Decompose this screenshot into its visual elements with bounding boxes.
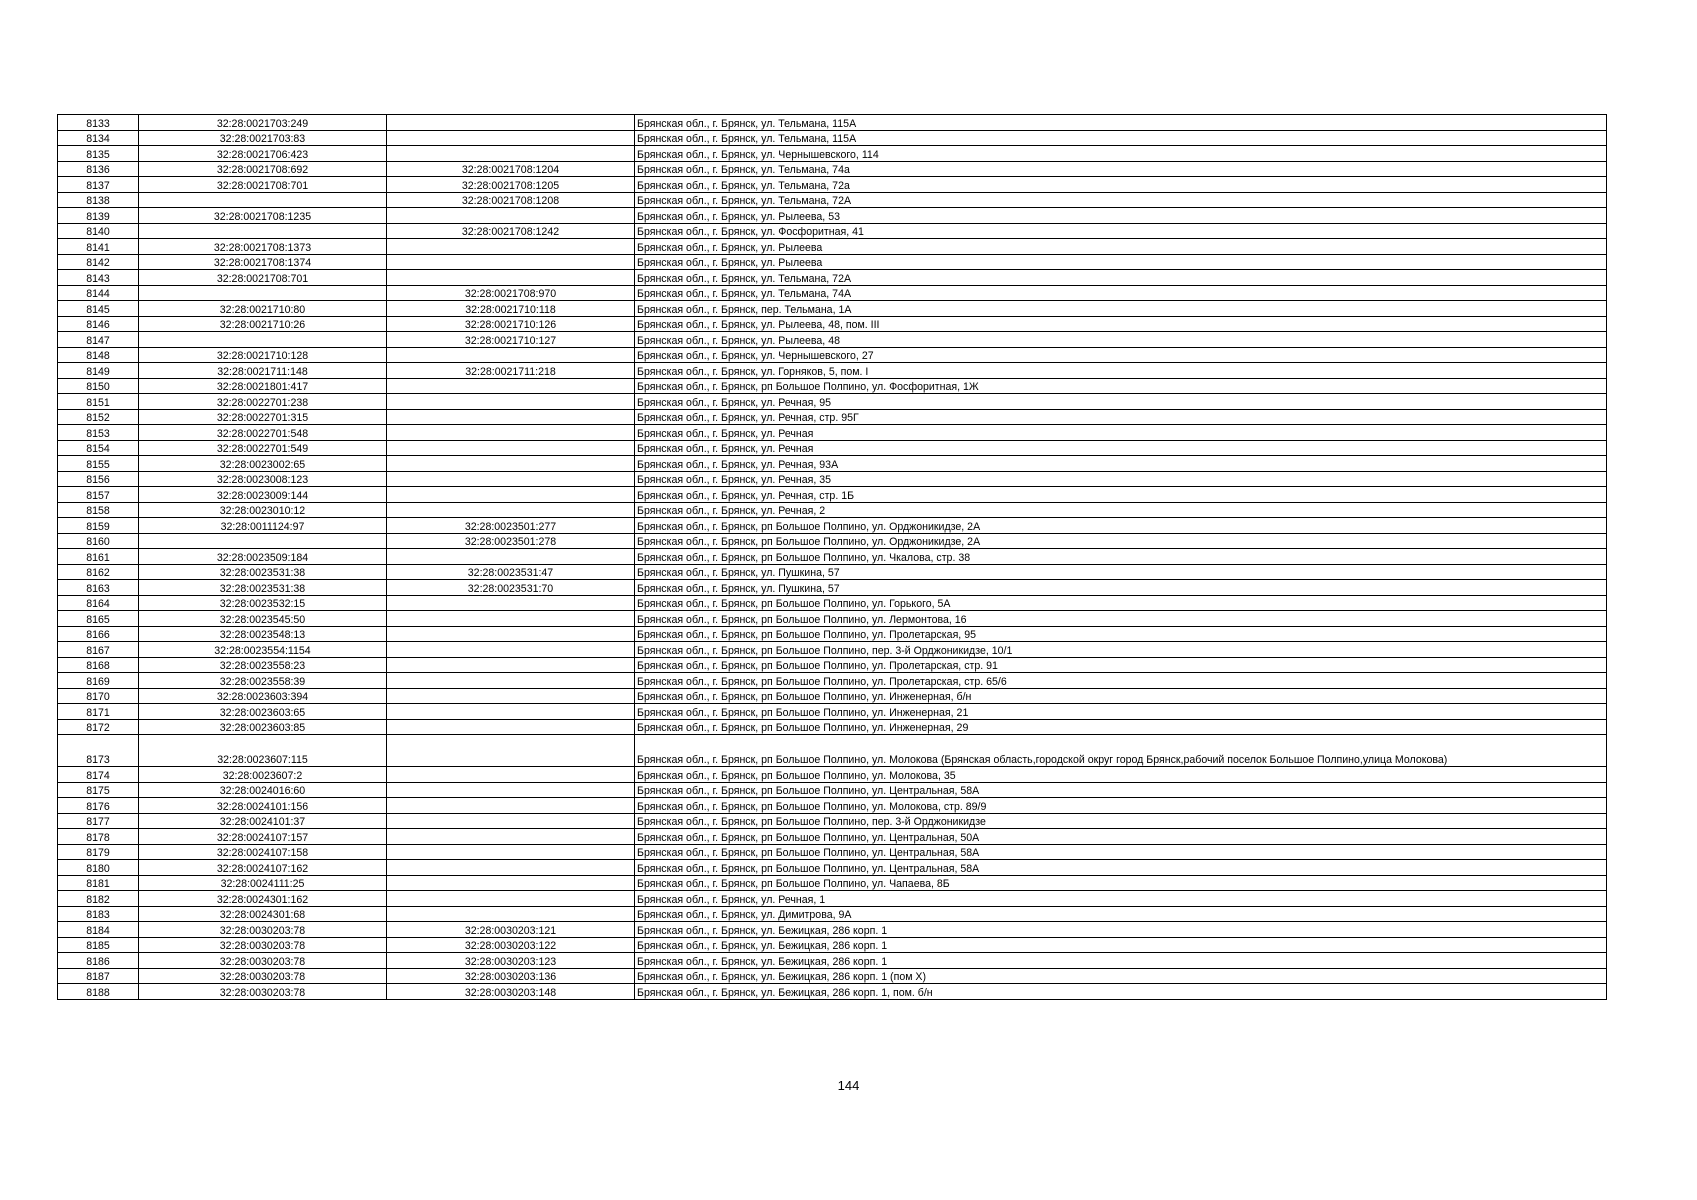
cadastral-number-cell: 32:28:0023603:394 xyxy=(139,688,387,704)
table-row xyxy=(58,270,1607,286)
related-cadastral-number-cell xyxy=(387,208,635,224)
cadastral-number-cell xyxy=(139,192,387,208)
cadastral-number-cell: 32:28:0023010:12 xyxy=(139,502,387,518)
related-cadastral-number-cell: 32:28:0021710:126 xyxy=(387,316,635,332)
cadastral-number-cell: 32:28:0022701:548 xyxy=(139,425,387,441)
related-cadastral-number-cell xyxy=(387,611,635,627)
table-row xyxy=(58,347,1607,363)
cadastral-number-cell: 32:28:0024107:162 xyxy=(139,860,387,876)
address-cell: Брянская обл., г. Брянск, ул. Рылеева, 48, пом. III xyxy=(635,316,1607,332)
row-number-cell: 8167 xyxy=(58,642,139,658)
address-cell: Брянская обл., г. Брянск, ул. Речная, стр. 95Г xyxy=(635,409,1607,425)
related-cadastral-number-cell xyxy=(387,906,635,922)
row-number-cell: 8144 xyxy=(58,285,139,301)
row-number-cell: 8168 xyxy=(58,657,139,673)
cadastral-number-cell: 32:28:0024101:37 xyxy=(139,813,387,829)
cadastral-number-cell: 32:28:0030203:78 xyxy=(139,922,387,938)
cadastral-number-cell: 32:28:0021708:701 xyxy=(139,177,387,193)
row-number-cell: 8166 xyxy=(58,626,139,642)
address-cell: Брянская обл., г. Брянск, ул. Речная, 35 xyxy=(635,471,1607,487)
related-cadastral-number-cell xyxy=(387,146,635,162)
address-cell: Брянская обл., г. Брянск, рп Большое Полпино, ул. Инженерная, 29 xyxy=(635,719,1607,735)
table-row xyxy=(58,611,1607,627)
related-cadastral-number-cell xyxy=(387,487,635,503)
table-row xyxy=(58,922,1607,938)
row-number-cell: 8155 xyxy=(58,456,139,472)
cadastral-number-cell: 32:28:0022701:315 xyxy=(139,409,387,425)
row-number-cell: 8172 xyxy=(58,719,139,735)
address-cell: Брянская обл., г. Брянск, рп Большое Полпино, ул. Орджоникидзе, 2А xyxy=(635,518,1607,534)
related-cadastral-number-cell: 32:28:0030203:148 xyxy=(387,984,635,1000)
related-cadastral-number-cell: 32:28:0021708:1204 xyxy=(387,161,635,177)
cadastral-number-cell: 32:28:0023002:65 xyxy=(139,456,387,472)
related-cadastral-number-cell: 32:28:0021708:1242 xyxy=(387,223,635,239)
related-cadastral-number-cell xyxy=(387,130,635,146)
cadastral-number-cell: 32:28:0021708:1374 xyxy=(139,254,387,270)
cadastral-number-cell: 32:28:0023607:2 xyxy=(139,767,387,783)
row-number-cell: 8183 xyxy=(58,906,139,922)
address-cell: Брянская обл., г. Брянск, ул. Пушкина, 57 xyxy=(635,580,1607,596)
cadastral-number-cell: 32:28:0030203:78 xyxy=(139,984,387,1000)
table-row xyxy=(58,192,1607,208)
related-cadastral-number-cell xyxy=(387,642,635,658)
address-cell: Брянская обл., г. Брянск, ул. Речная, 1 xyxy=(635,891,1607,907)
row-number-cell: 8156 xyxy=(58,471,139,487)
table-row xyxy=(58,332,1607,348)
cadastral-number-cell: 32:28:0023603:85 xyxy=(139,719,387,735)
address-cell: Брянская обл., г. Брянск, рп Большое Полпино, ул. Центральная, 50А xyxy=(635,829,1607,845)
table-row xyxy=(58,984,1607,1000)
cadastral-number-cell: 32:28:0023531:38 xyxy=(139,564,387,580)
cadastral-number-cell xyxy=(139,285,387,301)
address-cell: Брянская обл., г. Брянск, рп Большое Полпино, ул. Центральная, 58А xyxy=(635,844,1607,860)
cadastral-number-cell: 32:28:0021710:26 xyxy=(139,316,387,332)
table-row xyxy=(58,316,1607,332)
address-cell: Брянская обл., г. Брянск, рп Большое Полпино, пер. 3-й Орджоникидзе xyxy=(635,813,1607,829)
related-cadastral-number-cell xyxy=(387,657,635,673)
cadastral-number-cell: 32:28:0023548:13 xyxy=(139,626,387,642)
row-number-cell: 8162 xyxy=(58,564,139,580)
related-cadastral-number-cell xyxy=(387,798,635,814)
table-row xyxy=(58,223,1607,239)
row-number-cell: 8149 xyxy=(58,363,139,379)
table-row xyxy=(58,798,1607,814)
table-row xyxy=(58,688,1607,704)
related-cadastral-number-cell xyxy=(387,844,635,860)
cadastral-number-cell: 32:28:0024111:25 xyxy=(139,875,387,891)
row-number-cell: 8164 xyxy=(58,595,139,611)
address-cell: Брянская обл., г. Брянск, ул. Тельмана, 72а xyxy=(635,177,1607,193)
related-cadastral-number-cell xyxy=(387,456,635,472)
cadastral-number-cell: 32:28:0021710:128 xyxy=(139,347,387,363)
row-number-cell: 8188 xyxy=(58,984,139,1000)
related-cadastral-number-cell: 32:28:0021710:118 xyxy=(387,301,635,317)
table-row xyxy=(58,875,1607,891)
cadastral-number-cell: 32:28:0023558:39 xyxy=(139,673,387,689)
row-number-cell: 8157 xyxy=(58,487,139,503)
related-cadastral-number-cell xyxy=(387,891,635,907)
address-cell: Брянская обл., г. Брянск, ул. Рылеева, 48 xyxy=(635,332,1607,348)
address-cell: Брянская обл., г. Брянск, ул. Бежицкая, 286 корп. 1 (пом X) xyxy=(635,968,1607,984)
address-cell: Брянская обл., г. Брянск, ул. Речная, 95 xyxy=(635,394,1607,410)
related-cadastral-number-cell xyxy=(387,347,635,363)
row-number-cell: 8165 xyxy=(58,611,139,627)
cadastral-number-cell: 32:28:0024301:162 xyxy=(139,891,387,907)
cadastral-number-cell: 32:28:0030203:78 xyxy=(139,968,387,984)
address-cell: Брянская обл., г. Брянск, рп Большое Полпино, ул. Центральная, 58А xyxy=(635,860,1607,876)
table-row xyxy=(58,301,1607,317)
address-cell: Брянская обл., г. Брянск, пер. Тельмана, 1А xyxy=(635,301,1607,317)
row-number-cell: 8178 xyxy=(58,829,139,845)
table-row xyxy=(58,471,1607,487)
row-number-cell: 8181 xyxy=(58,875,139,891)
row-number-cell: 8134 xyxy=(58,130,139,146)
row-number-cell: 8163 xyxy=(58,580,139,596)
table-row xyxy=(58,937,1607,953)
related-cadastral-number-cell xyxy=(387,688,635,704)
cadastral-number-cell: 32:28:0022701:238 xyxy=(139,394,387,410)
address-cell: Брянская обл., г. Брянск, ул. Речная xyxy=(635,440,1607,456)
cadastral-number-cell: 32:28:0021708:692 xyxy=(139,161,387,177)
related-cadastral-number-cell: 32:28:0030203:121 xyxy=(387,922,635,938)
cadastral-number-cell: 32:28:0023009:144 xyxy=(139,487,387,503)
related-cadastral-number-cell: 32:28:0023501:278 xyxy=(387,533,635,549)
cadastral-number-cell xyxy=(139,223,387,239)
related-cadastral-number-cell xyxy=(387,440,635,456)
row-number-cell: 8173 xyxy=(58,735,139,767)
related-cadastral-number-cell xyxy=(387,595,635,611)
related-cadastral-number-cell xyxy=(387,471,635,487)
address-cell: Брянская обл., г. Брянск, ул. Тельмана, 72А xyxy=(635,270,1607,286)
related-cadastral-number-cell: 32:28:0030203:122 xyxy=(387,937,635,953)
row-number-cell: 8171 xyxy=(58,704,139,720)
address-cell: Брянская обл., г. Брянск, ул. Чернышевского, 27 xyxy=(635,347,1607,363)
address-cell: Брянская обл., г. Брянск, рп Большое Полпино, ул. Пролетарская, 95 xyxy=(635,626,1607,642)
address-cell: Брянская обл., г. Брянск, рп Большое Полпино, ул. Чапаева, 8Б xyxy=(635,875,1607,891)
table-row xyxy=(58,891,1607,907)
table-row xyxy=(58,595,1607,611)
address-cell: Брянская обл., г. Брянск, рп Большое Полпино, пер. 3-й Орджоникидзе, 10/1 xyxy=(635,642,1607,658)
row-number-cell: 8137 xyxy=(58,177,139,193)
related-cadastral-number-cell xyxy=(387,394,635,410)
row-number-cell: 8153 xyxy=(58,425,139,441)
address-cell: Брянская обл., г. Брянск, ул. Речная, 2 xyxy=(635,502,1607,518)
row-number-cell: 8161 xyxy=(58,549,139,565)
cadastral-number-cell: 32:28:0024016:60 xyxy=(139,782,387,798)
cadastral-number-cell: 32:28:0023603:65 xyxy=(139,704,387,720)
address-cell: Брянская обл., г. Брянск, ул. Бежицкая, 286 корп. 1, пом. б/н xyxy=(635,984,1607,1000)
cadastral-number-cell: 32:28:0021710:80 xyxy=(139,301,387,317)
address-cell: Брянская обл., г. Брянск, рп Большое Полпино, ул. Молокова, 35 xyxy=(635,767,1607,783)
row-number-cell: 8187 xyxy=(58,968,139,984)
address-cell: Брянская обл., г. Брянск, рп Большое Полпино, ул. Лермонтова, 16 xyxy=(635,611,1607,627)
table-row xyxy=(58,394,1607,410)
table-row xyxy=(58,409,1607,425)
table-row xyxy=(58,518,1607,534)
table-row xyxy=(58,502,1607,518)
row-number-cell: 8159 xyxy=(58,518,139,534)
row-number-cell: 8151 xyxy=(58,394,139,410)
registry-table-container xyxy=(57,114,1606,1000)
row-number-cell: 8176 xyxy=(58,798,139,814)
row-number-cell: 8182 xyxy=(58,891,139,907)
table-row xyxy=(58,363,1607,379)
table-row xyxy=(58,254,1607,270)
row-number-cell: 8133 xyxy=(58,115,139,131)
registry-table-body xyxy=(58,115,1607,1000)
cadastral-number-cell: 32:28:0023531:38 xyxy=(139,580,387,596)
table-row xyxy=(58,533,1607,549)
row-number-cell: 8154 xyxy=(58,440,139,456)
table-row xyxy=(58,130,1607,146)
cadastral-number-cell: 32:28:0023008:123 xyxy=(139,471,387,487)
table-row xyxy=(58,208,1607,224)
row-number-cell: 8146 xyxy=(58,316,139,332)
table-row xyxy=(58,285,1607,301)
address-cell: Брянская обл., г. Брянск, ул. Тельмана, 72А xyxy=(635,192,1607,208)
row-number-cell: 8179 xyxy=(58,844,139,860)
row-number-cell: 8141 xyxy=(58,239,139,255)
cadastral-number-cell: 32:28:0021708:1373 xyxy=(139,239,387,255)
row-number-cell: 8177 xyxy=(58,813,139,829)
table-row xyxy=(58,735,1607,767)
table-row xyxy=(58,719,1607,735)
table-row xyxy=(58,953,1607,969)
table-row xyxy=(58,704,1607,720)
address-cell: Брянская обл., г. Брянск, ул. Бежицкая, 286 корп. 1 xyxy=(635,937,1607,953)
row-number-cell: 8136 xyxy=(58,161,139,177)
related-cadastral-number-cell xyxy=(387,549,635,565)
cadastral-number-cell: 32:28:0023509:184 xyxy=(139,549,387,565)
table-row xyxy=(58,844,1607,860)
row-number-cell: 8185 xyxy=(58,937,139,953)
address-cell: Брянская обл., г. Брянск, ул. Тельмана, 74А xyxy=(635,285,1607,301)
cadastral-number-cell: 32:28:0023545:50 xyxy=(139,611,387,627)
cadastral-number-cell: 32:28:0030203:78 xyxy=(139,953,387,969)
address-cell: Брянская обл., г. Брянск, ул. Тельмана, 115А xyxy=(635,130,1607,146)
row-number-cell: 8150 xyxy=(58,378,139,394)
row-number-cell: 8175 xyxy=(58,782,139,798)
row-number-cell: 8152 xyxy=(58,409,139,425)
row-number-cell: 8140 xyxy=(58,223,139,239)
cadastral-number-cell: 32:28:0021706:423 xyxy=(139,146,387,162)
cadastral-number-cell: 32:28:0023554:1154 xyxy=(139,642,387,658)
related-cadastral-number-cell xyxy=(387,813,635,829)
row-number-cell: 8139 xyxy=(58,208,139,224)
related-cadastral-number-cell xyxy=(387,378,635,394)
related-cadastral-number-cell: 32:28:0021708:970 xyxy=(387,285,635,301)
row-number-cell: 8135 xyxy=(58,146,139,162)
related-cadastral-number-cell xyxy=(387,875,635,891)
address-cell: Брянская обл., г. Брянск, ул. Рылеева xyxy=(635,239,1607,255)
address-cell: Брянская обл., г. Брянск, ул. Рылеева xyxy=(635,254,1607,270)
cadastral-number-cell: 32:28:0021708:1235 xyxy=(139,208,387,224)
related-cadastral-number-cell xyxy=(387,704,635,720)
row-number-cell: 8174 xyxy=(58,767,139,783)
related-cadastral-number-cell xyxy=(387,860,635,876)
address-cell: Брянская обл., г. Брянск, рп Большое Полпино, ул. Горького, 5А xyxy=(635,595,1607,611)
table-row xyxy=(58,860,1607,876)
address-cell: Брянская обл., г. Брянск, рп Большое Полпино, ул. Инженерная, 21 xyxy=(635,704,1607,720)
table-row xyxy=(58,115,1607,131)
related-cadastral-number-cell xyxy=(387,735,635,767)
row-number-cell: 8169 xyxy=(58,673,139,689)
related-cadastral-number-cell: 32:28:0023501:277 xyxy=(387,518,635,534)
address-cell: Брянская обл., г. Брянск, рп Большое Полпино, ул. Молокова, стр. 89/9 xyxy=(635,798,1607,814)
row-number-cell: 8184 xyxy=(58,922,139,938)
related-cadastral-number-cell xyxy=(387,782,635,798)
address-cell: Брянская обл., г. Брянск, ул. Чернышевского, 114 xyxy=(635,146,1607,162)
cadastral-number-cell: 32:28:0021703:83 xyxy=(139,130,387,146)
address-cell: Брянская обл., г. Брянск, рп Большое Полпино, ул. Пролетарская, стр. 91 xyxy=(635,657,1607,673)
table-row xyxy=(58,161,1607,177)
table-row xyxy=(58,549,1607,565)
address-cell: Брянская обл., г. Брянск, ул. Речная xyxy=(635,425,1607,441)
row-number-cell: 8148 xyxy=(58,347,139,363)
row-number-cell: 8145 xyxy=(58,301,139,317)
related-cadastral-number-cell: 32:28:0021711:218 xyxy=(387,363,635,379)
table-row xyxy=(58,456,1607,472)
table-row xyxy=(58,580,1607,596)
table-row xyxy=(58,767,1607,783)
table-row xyxy=(58,829,1607,845)
related-cadastral-number-cell: 32:28:0023531:70 xyxy=(387,580,635,596)
address-cell: Брянская обл., г. Брянск, рп Большое Полпино, ул. Орджоникидзе, 2А xyxy=(635,533,1607,549)
cadastral-number-cell: 32:28:0011124:97 xyxy=(139,518,387,534)
related-cadastral-number-cell xyxy=(387,502,635,518)
row-number-cell: 8160 xyxy=(58,533,139,549)
row-number-cell: 8180 xyxy=(58,860,139,876)
table-row xyxy=(58,564,1607,580)
cadastral-number-cell: 32:28:0024101:156 xyxy=(139,798,387,814)
cadastral-number-cell: 32:28:0021801:417 xyxy=(139,378,387,394)
related-cadastral-number-cell xyxy=(387,254,635,270)
table-row xyxy=(58,657,1607,673)
related-cadastral-number-cell: 32:28:0030203:123 xyxy=(387,953,635,969)
related-cadastral-number-cell xyxy=(387,673,635,689)
table-row xyxy=(58,378,1607,394)
cadastral-number-cell: 32:28:0021708:701 xyxy=(139,270,387,286)
address-cell: Брянская обл., г. Брянск, ул. Горняков, 5, пом. I xyxy=(635,363,1607,379)
address-cell: Брянская обл., г. Брянск, рп Большое Полпино, ул. Фосфоритная, 1Ж xyxy=(635,378,1607,394)
table-row xyxy=(58,239,1607,255)
cadastral-number-cell: 32:28:0024301:68 xyxy=(139,906,387,922)
address-cell: Брянская обл., г. Брянск, ул. Фосфоритная, 41 xyxy=(635,223,1607,239)
related-cadastral-number-cell: 32:28:0021708:1205 xyxy=(387,177,635,193)
address-cell: Брянская обл., г. Брянск, ул. Тельмана, 74а xyxy=(635,161,1607,177)
related-cadastral-number-cell xyxy=(387,239,635,255)
table-row xyxy=(58,487,1607,503)
row-number-cell: 8170 xyxy=(58,688,139,704)
table-row xyxy=(58,626,1607,642)
table-row xyxy=(58,968,1607,984)
cadastral-number-cell: 32:28:0024107:158 xyxy=(139,844,387,860)
table-row xyxy=(58,813,1607,829)
address-cell: Брянская обл., г. Брянск, рп Большое Полпино, ул. Инженерная, б/н xyxy=(635,688,1607,704)
table-row xyxy=(58,425,1607,441)
address-cell: Брянская обл., г. Брянск, ул. Тельмана, 115А xyxy=(635,115,1607,131)
related-cadastral-number-cell xyxy=(387,115,635,131)
cadastral-number-cell xyxy=(139,533,387,549)
address-cell: Брянская обл., г. Брянск, ул. Пушкина, 57 xyxy=(635,564,1607,580)
cadastral-number-cell: 32:28:0021703:249 xyxy=(139,115,387,131)
related-cadastral-number-cell: 32:28:0030203:136 xyxy=(387,968,635,984)
address-cell: Брянская обл., г. Брянск, ул. Речная, стр. 1Б xyxy=(635,487,1607,503)
cadastral-number-cell: 32:28:0023607:115 xyxy=(139,735,387,767)
related-cadastral-number-cell xyxy=(387,719,635,735)
page-number: 144 xyxy=(837,1078,860,1093)
row-number-cell: 8143 xyxy=(58,270,139,286)
cadastral-number-cell: 32:28:0021711:148 xyxy=(139,363,387,379)
table-row xyxy=(58,642,1607,658)
related-cadastral-number-cell xyxy=(387,270,635,286)
related-cadastral-number-cell: 32:28:0021708:1208 xyxy=(387,192,635,208)
cadastral-number-cell xyxy=(139,332,387,348)
cadastral-number-cell: 32:28:0023558:23 xyxy=(139,657,387,673)
related-cadastral-number-cell: 32:28:0021710:127 xyxy=(387,332,635,348)
cadastral-number-cell: 32:28:0030203:78 xyxy=(139,937,387,953)
related-cadastral-number-cell xyxy=(387,409,635,425)
table-row xyxy=(58,440,1607,456)
row-number-cell: 8158 xyxy=(58,502,139,518)
table-row xyxy=(58,782,1607,798)
related-cadastral-number-cell: 32:28:0023531:47 xyxy=(387,564,635,580)
table-row xyxy=(58,146,1607,162)
table-row xyxy=(58,906,1607,922)
row-number-cell: 8142 xyxy=(58,254,139,270)
cadastral-number-cell: 32:28:0023532:15 xyxy=(139,595,387,611)
address-cell: Брянская обл., г. Брянск, рп Большое Полпино, ул. Молокова (Брянская область,городской округ город Брянск,рабочий поселок Большое Полпино,улица Молокова) xyxy=(635,735,1607,767)
table-row xyxy=(58,673,1607,689)
registry-table xyxy=(57,114,1607,1000)
address-cell: Брянская обл., г. Брянск, рп Большое Полпино, ул. Чкалова, стр. 38 xyxy=(635,549,1607,565)
table-row xyxy=(58,177,1607,193)
related-cadastral-number-cell xyxy=(387,626,635,642)
address-cell: Брянская обл., г. Брянск, рп Большое Полпино, ул. Центральная, 58А xyxy=(635,782,1607,798)
row-number-cell: 8147 xyxy=(58,332,139,348)
address-cell: Брянская обл., г. Брянск, ул. Речная, 93А xyxy=(635,456,1607,472)
related-cadastral-number-cell xyxy=(387,829,635,845)
related-cadastral-number-cell xyxy=(387,767,635,783)
cadastral-number-cell: 32:28:0022701:549 xyxy=(139,440,387,456)
address-cell: Брянская обл., г. Брянск, ул. Бежицкая, 286 корп. 1 xyxy=(635,953,1607,969)
address-cell: Брянская обл., г. Брянск, рп Большое Полпино, ул. Пролетарская, стр. 65/6 xyxy=(635,673,1607,689)
related-cadastral-number-cell xyxy=(387,425,635,441)
address-cell: Брянская обл., г. Брянск, ул. Рылеева, 53 xyxy=(635,208,1607,224)
row-number-cell: 8186 xyxy=(58,953,139,969)
row-number-cell: 8138 xyxy=(58,192,139,208)
cadastral-number-cell: 32:28:0024107:157 xyxy=(139,829,387,845)
address-cell: Брянская обл., г. Брянск, ул. Димитрова, 9А xyxy=(635,906,1607,922)
address-cell: Брянская обл., г. Брянск, ул. Бежицкая, 286 корп. 1 xyxy=(635,922,1607,938)
